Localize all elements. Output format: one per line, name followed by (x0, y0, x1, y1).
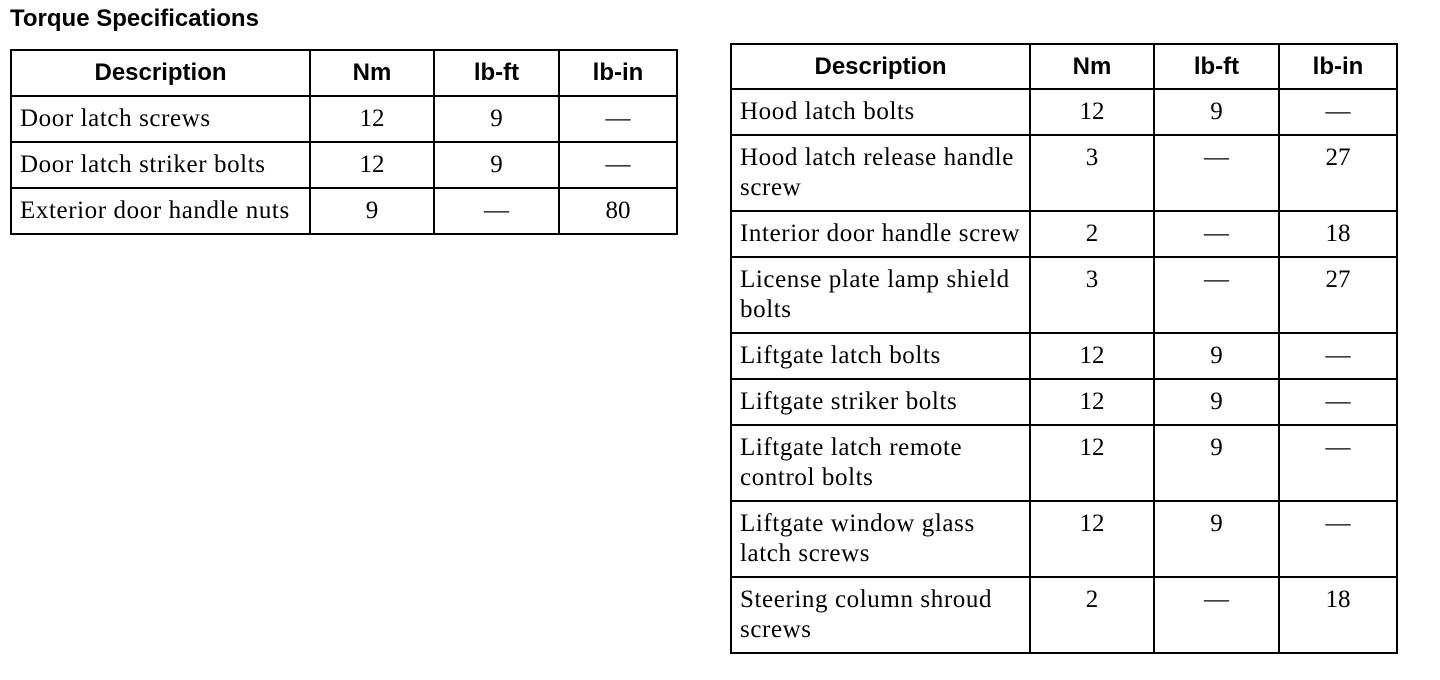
cell-lb-in: — (1279, 501, 1397, 577)
table-body (11, 96, 677, 234)
cell-lb-in: — (559, 142, 677, 188)
cell-lb-ft: 9 (1154, 379, 1279, 425)
cell-lb-ft: — (1154, 257, 1279, 333)
cell-description: Liftgate striker bolts (731, 379, 1030, 425)
cell-description: License plate lamp shield bolts (731, 257, 1030, 333)
table-row (731, 425, 1397, 501)
cell-lb-ft: — (1154, 135, 1279, 211)
cell-lb-in: 18 (1279, 577, 1397, 653)
cell-lb-ft: — (1154, 211, 1279, 257)
cell-lb-in: — (559, 96, 677, 142)
cell-description: Door latch screws (11, 96, 310, 142)
header-row (731, 44, 1397, 89)
table-row (731, 89, 1397, 135)
cell-nm: 9 (310, 188, 434, 234)
cell-nm: 3 (1030, 135, 1154, 211)
cell-nm: 12 (1030, 501, 1154, 577)
cell-lb-in: — (1279, 333, 1397, 379)
torque-table-right (730, 43, 1398, 654)
table-row (11, 96, 677, 142)
cell-lb-ft: 9 (434, 96, 559, 142)
cell-nm: 12 (1030, 425, 1154, 501)
cell-nm: 12 (1030, 89, 1154, 135)
column-header-lb-in: lb-in (1279, 44, 1397, 89)
cell-lb-ft: 9 (434, 142, 559, 188)
table-row (731, 211, 1397, 257)
cell-lb-in: 80 (559, 188, 677, 234)
cell-description: Liftgate latch remote control bolts (731, 425, 1030, 501)
cell-lb-ft: — (1154, 577, 1279, 653)
torque-table-left (10, 49, 678, 235)
column-header-nm: Nm (1030, 44, 1154, 89)
cell-nm: 12 (1030, 333, 1154, 379)
cell-description: Hood latch bolts (731, 89, 1030, 135)
cell-description: Steering column shroud screws (731, 577, 1030, 653)
cell-lb-ft: — (434, 188, 559, 234)
table-row (731, 333, 1397, 379)
cell-lb-in: — (1279, 425, 1397, 501)
column-header-description: Description (731, 44, 1030, 89)
cell-lb-ft: 9 (1154, 425, 1279, 501)
cell-nm: 2 (1030, 211, 1154, 257)
cell-description: Hood latch release handle screw (731, 135, 1030, 211)
cell-lb-ft: 9 (1154, 89, 1279, 135)
cell-lb-ft: 9 (1154, 333, 1279, 379)
column-header-description: Description (11, 50, 310, 96)
cell-nm: 12 (310, 96, 434, 142)
cell-nm: 3 (1030, 257, 1154, 333)
column-header-nm: Nm (310, 50, 434, 96)
page-title: Torque Specifications (10, 5, 259, 32)
cell-lb-in: — (1279, 379, 1397, 425)
cell-nm: 12 (310, 142, 434, 188)
cell-lb-ft: 9 (1154, 501, 1279, 577)
column-header-lb-ft: lb-ft (434, 50, 559, 96)
cell-description: Exterior door handle nuts (11, 188, 310, 234)
cell-lb-in: 27 (1279, 135, 1397, 211)
table-row (11, 188, 677, 234)
table-body (731, 89, 1397, 653)
table-row (731, 577, 1397, 653)
cell-lb-in: 18 (1279, 211, 1397, 257)
cell-description: Liftgate latch bolts (731, 333, 1030, 379)
cell-lb-in: — (1279, 89, 1397, 135)
column-header-lb-in: lb-in (559, 50, 677, 96)
column-header-lb-ft: lb-ft (1154, 44, 1279, 89)
cell-description: Liftgate window glass latch screws (731, 501, 1030, 577)
table-row (731, 135, 1397, 211)
cell-description: Door latch striker bolts (11, 142, 310, 188)
table-row (731, 379, 1397, 425)
cell-nm: 12 (1030, 379, 1154, 425)
header-row (11, 50, 677, 96)
table-row (11, 142, 677, 188)
table-row (731, 501, 1397, 577)
table-row (731, 257, 1397, 333)
cell-lb-in: 27 (1279, 257, 1397, 333)
cell-nm: 2 (1030, 577, 1154, 653)
cell-description: Interior door handle screw (731, 211, 1030, 257)
